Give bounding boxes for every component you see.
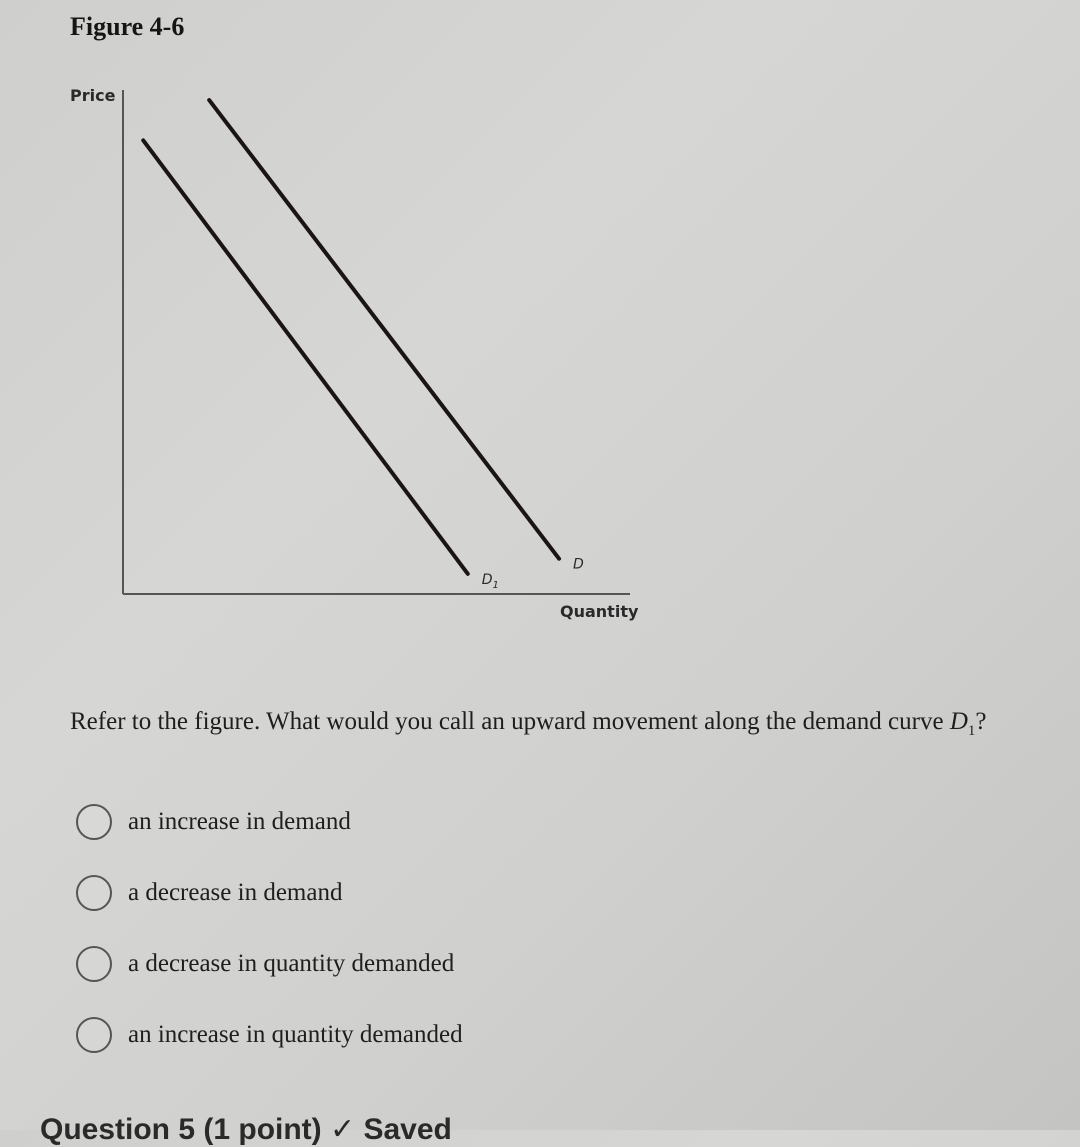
demand-curve-d1 [143, 140, 467, 573]
next-question-header: Question 5 (1 point) ✓ Saved [40, 1113, 452, 1146]
option-decrease-in-demand[interactable] [76, 869, 463, 917]
x-axis-label: Quantity [560, 602, 639, 621]
y-axis-label: Price [70, 86, 116, 105]
question-end: ? [975, 708, 987, 735]
demand-curve-d [209, 100, 559, 559]
radio-button[interactable] [76, 1017, 112, 1053]
radio-button[interactable] [76, 875, 112, 911]
curve-label-d1: $D_1$ [481, 571, 499, 591]
question-body: Refer to the figure. What would you call an upward movement along the demand curve [70, 708, 950, 735]
answer-options [76, 798, 463, 1082]
option-increase-in-quantity-demanded[interactable] [76, 1011, 463, 1059]
radio-button[interactable] [76, 946, 112, 982]
option-label: an increase in quantity demanded [128, 1021, 463, 1048]
option-label: a decrease in quantity demanded [128, 950, 455, 977]
option-decrease-in-quantity-demanded[interactable] [76, 940, 463, 988]
curve-label-d: D [573, 556, 584, 573]
question-curve-ref: $D_1$ [949, 708, 976, 739]
option-label: a decrease in demand [128, 879, 343, 906]
figure-title: Figure 4-6 [70, 12, 185, 41]
radio-button[interactable] [76, 804, 112, 840]
question-text [70, 708, 986, 740]
option-label: an increase in demand [128, 808, 351, 835]
option-increase-in-demand[interactable] [76, 798, 463, 846]
